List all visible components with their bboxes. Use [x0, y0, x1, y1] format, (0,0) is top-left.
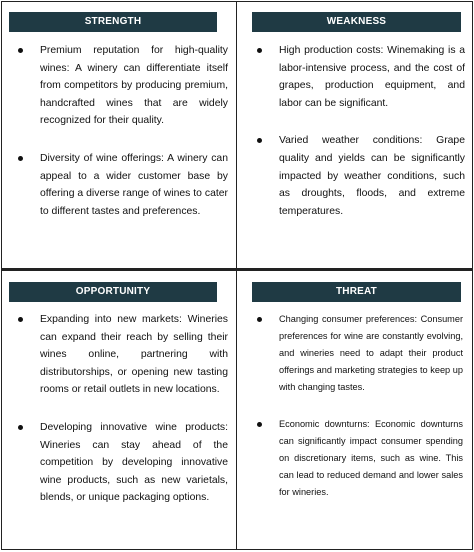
weakness-list	[255, 42, 465, 240]
threat-list	[255, 311, 463, 521]
threat-quadrant	[236, 269, 473, 550]
strength-item	[16, 42, 228, 130]
opportunity-quadrant	[1, 269, 237, 550]
weakness-item	[255, 132, 465, 220]
strength-header: STRENGTH	[9, 12, 217, 32]
bullet-icon	[18, 48, 23, 53]
bullet-icon	[257, 317, 262, 322]
opportunity-item	[16, 311, 228, 399]
bullet-icon	[257, 48, 262, 53]
bullet-icon	[18, 317, 23, 322]
weakness-item	[255, 42, 465, 112]
threat-item	[255, 416, 463, 501]
opportunity-item-text: Expanding into new markets: Wineries can expand their reach by selling their wines online, partnering with distributorships, or opening new tasting rooms or retail outlets in new locations.	[40, 314, 228, 396]
weakness-item-text: Varied weather conditions: Grape quality and yields can be significantly impacted by weather conditions, such as droughts, floods, and extreme temperatures.	[279, 135, 465, 217]
bullet-icon	[257, 422, 262, 427]
bullet-icon	[18, 425, 23, 430]
threat-item-text: Economic downturns: Economic downturns can significantly impact consumer spending on discretionary items, such as wine. This can lead to reduced demand and lower sales for wineries.	[279, 419, 463, 497]
threat-header: THREAT	[252, 282, 461, 302]
strength-item-text: Diversity of wine offerings: A winery can appeal to a wider customer base by offering a diverse range of wines to cater to different tastes and preferences.	[40, 152, 228, 217]
strength-list	[16, 42, 228, 240]
opportunity-header: OPPORTUNITY	[9, 282, 217, 302]
weakness-quadrant	[236, 1, 473, 269]
opportunity-item	[16, 419, 228, 507]
weakness-item-text: High production costs: Winemaking is a labor-intensive process, and the cost of grapes, production equipment, and labor can be significant.	[279, 45, 465, 109]
strength-quadrant	[1, 1, 237, 269]
threat-item-text: Changing consumer preferences: Consumer preferences for wine are constantly evolving, and wineries need to adapt their product offerings and marketing strategies to keep up with changing tastes.	[279, 314, 463, 392]
weakness-header: WEAKNESS	[252, 12, 461, 32]
strength-item-text: Premium reputation for high-quality wines: A winery can differentiate itself from competitors by producing premium, handcrafted wines that are widely recognized for their quality.	[40, 45, 228, 127]
bullet-icon	[18, 156, 23, 161]
threat-item	[255, 311, 463, 396]
opportunity-item-text: Developing innovative wine products: Wineries can stay ahead of the competition by developing innovative wine products, such as new varietals, blends, or unique packaging options.	[40, 421, 228, 504]
bullet-icon	[257, 138, 262, 143]
opportunity-list	[16, 311, 228, 527]
strength-item	[16, 150, 228, 220]
